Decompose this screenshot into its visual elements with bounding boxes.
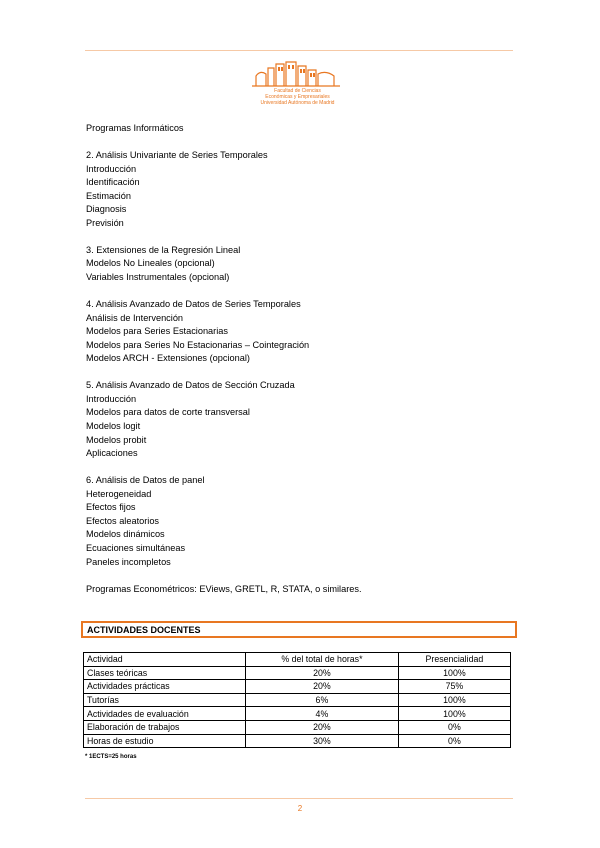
activity-cell: Elaboración de trabajos [84, 720, 246, 734]
building-logo-icon [250, 58, 345, 88]
hours-cell: 4% [246, 707, 399, 721]
closing-line: Programas Econométricos: EViews, GRETL, R, STATA, o similares. [86, 583, 362, 594]
ects-footnote: * 1ECTS=25 horas [85, 754, 137, 760]
table-row [84, 720, 511, 734]
section-item: Introducción [86, 163, 137, 174]
section-3 [86, 244, 516, 285]
footer-rule [85, 798, 513, 799]
column-header: Actividad [84, 653, 246, 667]
logo-line: Económicas y Empresariales [265, 94, 330, 100]
syllabus-content [86, 122, 516, 596]
section-item: Heterogeneidad [86, 488, 152, 499]
section-item: Modelos para Series No Estacionarias – Cointegración [86, 339, 310, 350]
activity-cell: Horas de estudio [84, 734, 246, 748]
section-item: Efectos aleatorios [86, 515, 160, 526]
attendance-cell: 100% [398, 666, 510, 680]
attendance-cell: 75% [398, 680, 510, 694]
section-item: Modelos dinámicos [86, 529, 165, 540]
section-item: Efectos fijos [86, 502, 136, 513]
section-item: Introducción [86, 393, 137, 404]
section-item: Paneles incompletos [86, 556, 171, 567]
attendance-cell: 0% [398, 720, 510, 734]
table-row [84, 680, 511, 694]
section-item: Previsión [86, 217, 124, 228]
logo-text [250, 88, 345, 106]
hours-cell: 20% [246, 666, 399, 680]
section-item: Modelos para Series Estacionarias [86, 326, 228, 337]
table-row [84, 666, 511, 680]
logo-line: Universidad Autónoma de Madrid [260, 100, 335, 106]
table-row [84, 693, 511, 707]
activities-heading: ACTIVIDADES DOCENTES [87, 625, 201, 635]
section-title: 5. Análisis Avanzado de Datos de Sección Cruzada [86, 380, 295, 391]
activities-heading-box [81, 621, 517, 638]
section-item: Modelos No Lineales (opcional) [86, 258, 215, 269]
section-5 [86, 379, 516, 460]
section-6 [86, 474, 516, 569]
section-item: Diagnosis [86, 204, 127, 215]
section-title: 4. Análisis Avanzado de Datos de Series Temporales [86, 299, 301, 310]
activity-cell: Clases teóricas [84, 666, 246, 680]
section-item: Variables Instrumentales (opcional) [86, 272, 230, 283]
activities-table [83, 652, 511, 748]
table-row [84, 707, 511, 721]
activity-cell: Tutorías [84, 693, 246, 707]
table-header-row [84, 653, 511, 667]
section-title: 6. Análisis de Datos de panel [86, 475, 205, 486]
section-item: Estimación [86, 190, 131, 201]
hours-cell: 6% [246, 693, 399, 707]
logo-line: Facultad de Ciencias [274, 88, 321, 94]
section-title: 2. Análisis Univariante de Series Temporales [86, 150, 268, 161]
activity-cell: Actividades de evaluación [84, 707, 246, 721]
section-item: Modelos para datos de corte transversal [86, 407, 250, 418]
section-item: Identificación [86, 177, 140, 188]
table-row [84, 734, 511, 748]
section-item: Análisis de Intervención [86, 312, 184, 323]
section-2 [86, 149, 516, 230]
section-item: Modelos ARCH - Extensiones (opcional) [86, 353, 250, 364]
header-rule [85, 50, 513, 51]
hours-cell: 30% [246, 734, 399, 748]
attendance-cell: 100% [398, 693, 510, 707]
section-item: Aplicaciones [86, 448, 138, 459]
section-item: Ecuaciones simultáneas [86, 542, 186, 553]
intro-line: Programas Informáticos [86, 123, 184, 133]
column-header: % del total de horas* [246, 653, 399, 667]
section-item: Modelos probit [86, 434, 147, 445]
hours-cell: 20% [246, 680, 399, 694]
section-title: 3. Extensiones de la Regresión Lineal [86, 244, 241, 255]
section-item: Modelos logit [86, 421, 141, 432]
faculty-logo [250, 58, 345, 120]
page-number: 2 [297, 804, 303, 813]
column-header: Presencialidad [398, 653, 510, 667]
section-4 [86, 298, 516, 366]
attendance-cell: 0% [398, 734, 510, 748]
activity-cell: Actividades prácticas [84, 680, 246, 694]
attendance-cell: 100% [398, 707, 510, 721]
hours-cell: 20% [246, 720, 399, 734]
